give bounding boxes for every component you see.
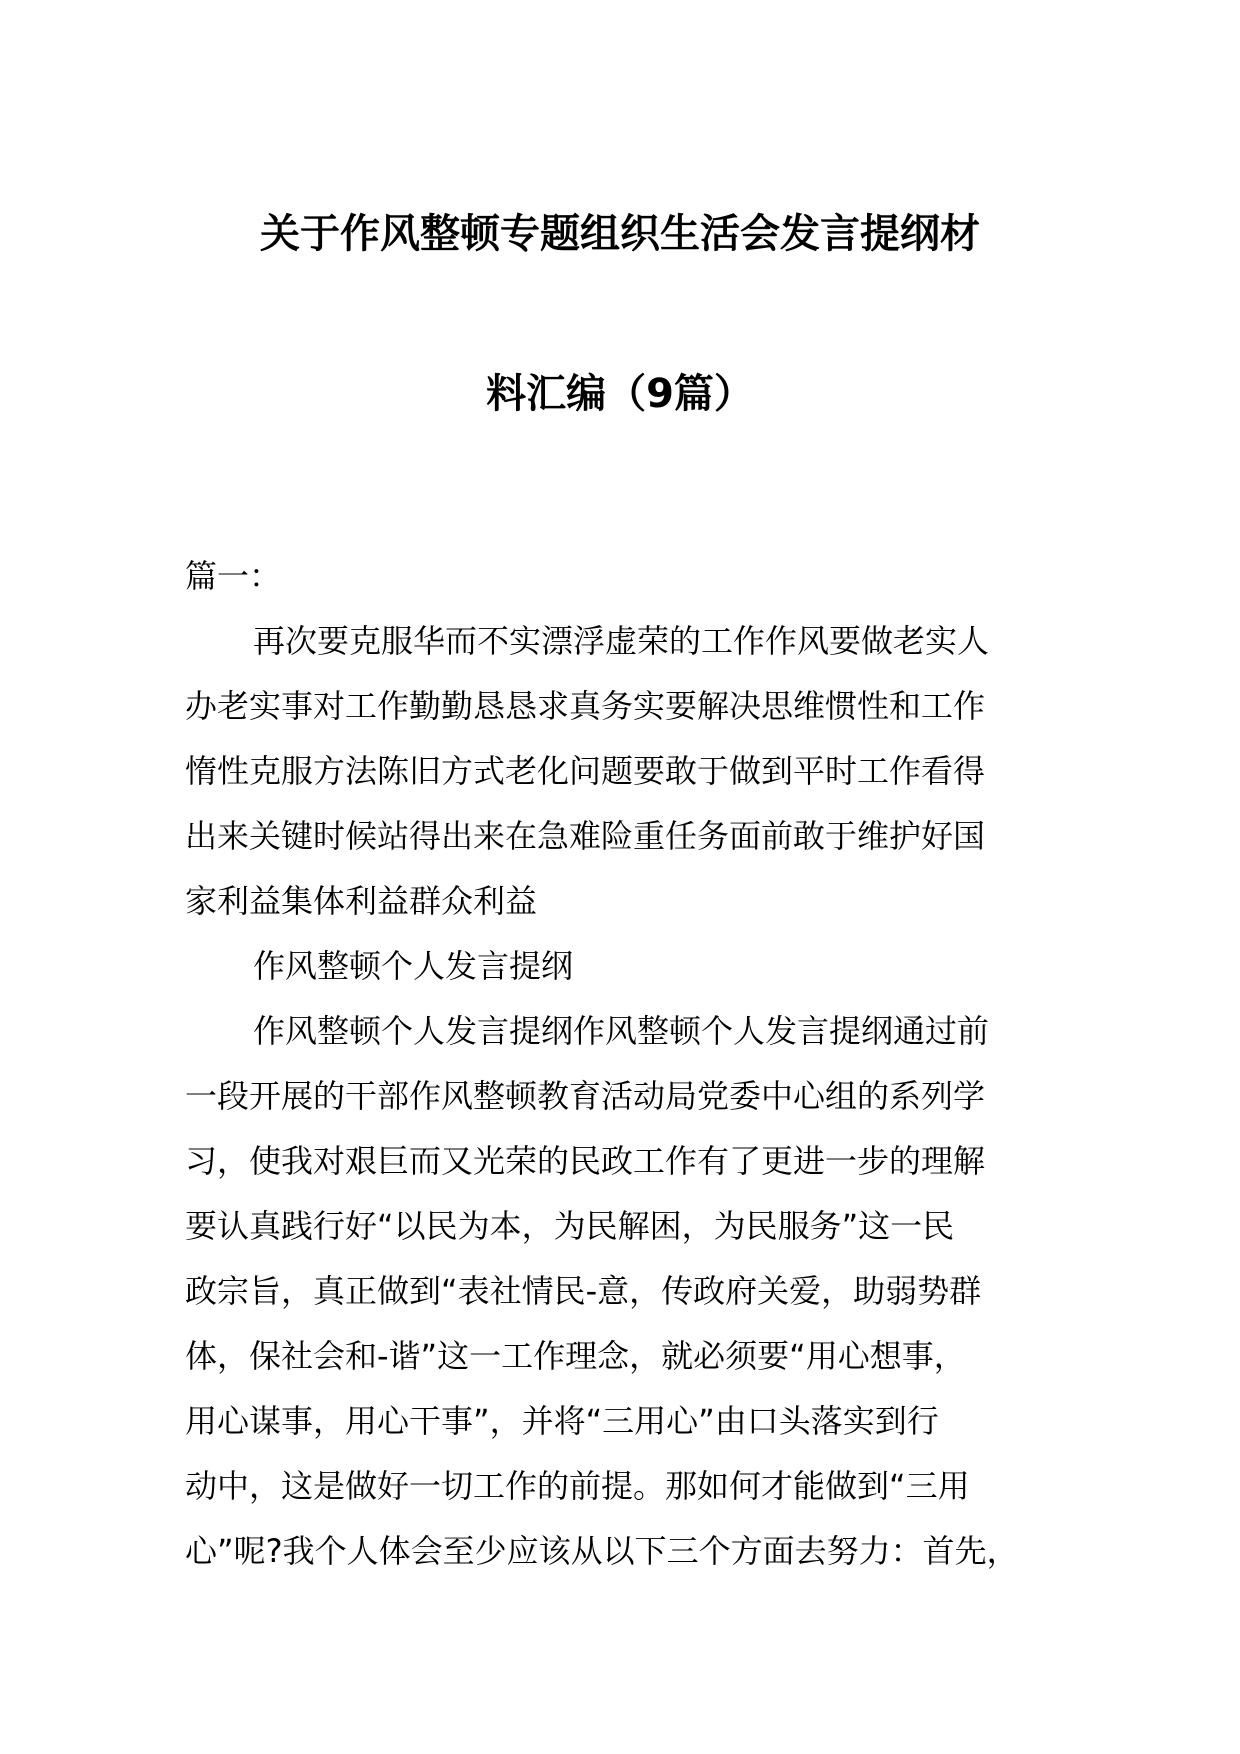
paragraph-line: 惰性克服方法陈旧方式老化问题要敢于做到平时工作看得	[185, 752, 986, 790]
paragraph-line: 一段开展的干部作风整顿教育活动局党委中心组的系列学	[185, 1077, 986, 1115]
paragraph-line: 办老实事对工作勤勤恳恳求真务实要解决思维惯性和工作	[185, 687, 986, 725]
section-label: 篇一：	[185, 557, 282, 595]
paragraph-line: 用心谋事，用心干事”，并将“三用心”由口头落实到行	[185, 1402, 939, 1440]
paragraph-line: 习，使我对艰巨而又光荣的民政工作有了更进一步的理解	[185, 1142, 986, 1180]
paragraph-line: 作风整顿个人发言提纲作风整顿个人发言提纲通过前	[253, 1012, 990, 1050]
paragraph-line: 体，保社会和-谐”这一工作理念，就必须要“用心想事，	[185, 1337, 966, 1375]
paragraph-line: 出来关键时候站得出来在急难险重任务面前敢于维护好国	[185, 817, 986, 855]
document-title-line-2: 料汇编（9篇）	[486, 371, 754, 417]
subheading: 作风整顿个人发言提纲	[253, 947, 574, 985]
paragraph-line: 心”呢?我个人体会至少应该从以下三个方面去努力：首先，	[185, 1532, 1019, 1570]
paragraph-line: 政宗旨，真正做到“表社情民-意，传政府关爱，助弱势群	[185, 1272, 982, 1310]
paragraph-line: 要认真践行好“以民为本，为民解困，为民服务”这一民	[185, 1207, 955, 1245]
paragraph-line: 家利益集体利益群众利益	[185, 882, 538, 920]
paragraph-line: 再次要克服华而不实漂浮虚荣的工作作风要做老实人	[253, 622, 990, 660]
paragraph-line: 动中，这是做好一切工作的前提。那如何才能做到“三用	[185, 1467, 970, 1505]
paragraph-1	[185, 609, 1055, 934]
document-title-line-1: 关于作风整顿专题组织生活会发言提纲材	[260, 211, 980, 257]
paragraph-2	[185, 999, 1055, 1584]
